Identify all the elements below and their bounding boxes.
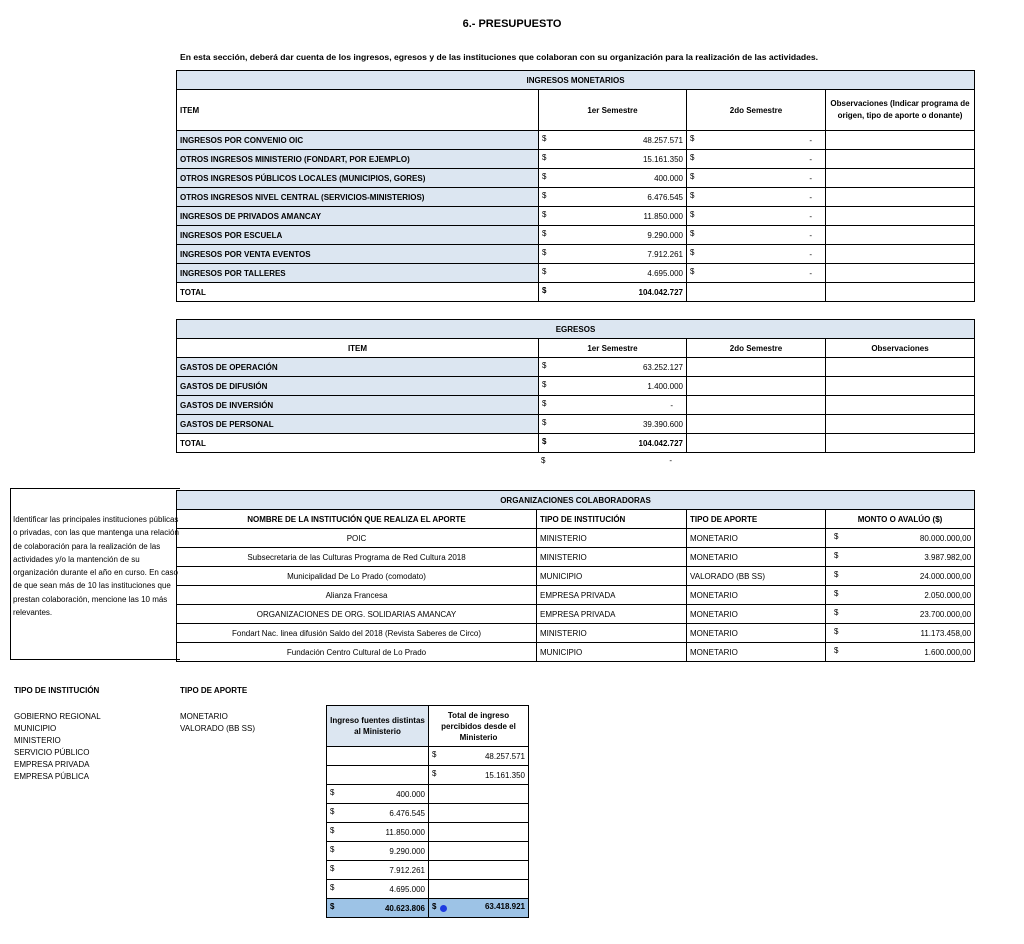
org-tipo-inst: EMPRESA PRIVADA [537, 586, 687, 605]
tipo-aporte-heading: TIPO DE APORTE [180, 686, 248, 695]
resumen-total-b: 63.418.921 [484, 902, 525, 911]
table-row [177, 624, 975, 643]
currency-symbol: $ [542, 229, 547, 238]
currency-symbol: $ [542, 418, 547, 427]
currency-symbol: $ [690, 267, 695, 276]
tipo-institucion-list [14, 711, 101, 783]
org-monto: 3.987.982,00 [924, 552, 972, 562]
org-monto: 2.050.000,00 [924, 590, 972, 600]
org-tipo-aporte: MONETARIO [687, 548, 826, 567]
currency-symbol: $ [690, 210, 695, 219]
table-row [177, 529, 975, 548]
table-row [327, 766, 529, 785]
item-label: GASTOS DE INVERSIÓN [177, 396, 539, 415]
table-row [177, 188, 975, 207]
ingresos-col-s1: 1er Semestre [539, 90, 687, 131]
resumen-a: 6.476.545 [389, 808, 425, 818]
egresos-heading: EGRESOS [177, 320, 975, 339]
s2-value: - [809, 173, 812, 183]
organizaciones-table [176, 490, 975, 662]
currency-symbol: $ [542, 286, 547, 295]
currency-symbol: $ [542, 248, 547, 257]
currency-symbol: $ [542, 210, 547, 219]
item-label: INGRESOS POR VENTA EVENTOS [177, 245, 539, 264]
page-title: 6.- PRESUPUESTO [462, 18, 562, 30]
currency-symbol: $ [432, 769, 437, 778]
org-name: Alianza Francesa [177, 586, 537, 605]
table-row [327, 823, 529, 842]
side-note: Identificar las principales instituciones públicas o privadas, con las que mantenga una relación de colaboración para la realización de las actividades y/o la mantención de su organización durante el año en curso. En caso de que sean más de 10 las instituciones que prestan colaboración, mencione las 10 más relevantes. [13, 515, 179, 618]
org-tipo-aporte: VALORADO (BB SS) [687, 567, 826, 586]
org-tipo-aporte: MONETARIO [687, 643, 826, 662]
table-row [327, 842, 529, 861]
s2-value: - [809, 154, 812, 164]
item-label: INGRESOS POR CONVENIO OIC [177, 131, 539, 150]
s2-value: - [809, 192, 812, 202]
currency-symbol: $ [834, 627, 839, 636]
resumen-b: 15.161.350 [484, 770, 525, 780]
list-item: MINISTERIO [14, 736, 61, 745]
list-item: GOBIERNO REGIONAL [14, 712, 101, 721]
egresos-extra-value: - [669, 456, 672, 465]
resumen-a: 400.000 [396, 789, 425, 799]
currency-symbol: $ [834, 608, 839, 617]
currency-symbol: $ [432, 902, 437, 911]
table-row [327, 880, 529, 899]
total-label: TOTAL [177, 434, 539, 453]
currency-symbol: $ [690, 134, 695, 143]
s1-value: 48.257.571 [642, 135, 683, 145]
s1-value: 11.850.000 [643, 211, 683, 221]
egresos-col-s1: 1er Semestre [539, 339, 687, 358]
org-name: POIC [177, 529, 537, 548]
table-row [177, 567, 975, 586]
currency-symbol: $ [690, 229, 695, 238]
item-label: INGRESOS DE PRIVADOS AMANCAY [177, 207, 539, 226]
org-tipo-aporte: MONETARIO [687, 586, 826, 605]
org-col-monto: MONTO O AVALÚO ($) [826, 510, 975, 529]
org-tipo-inst: EMPRESA PRIVADA [537, 605, 687, 624]
item-label: OTROS INGRESOS PÚBLICOS LOCALES (MUNICIPIOS, GORES) [177, 169, 539, 188]
currency-symbol: $ [542, 380, 547, 389]
org-monto: 1.600.000,00 [924, 647, 972, 657]
org-tipo-aporte: MONETARIO [687, 605, 826, 624]
ingresos-col-obs: Observaciones (Indicar programa de origen, tipo de aporte o donante) [826, 90, 975, 131]
table-row [177, 605, 975, 624]
s1-value: 7.912.261 [647, 249, 683, 259]
currency-symbol: $ [542, 399, 547, 408]
org-tipo-aporte: MONETARIO [687, 624, 826, 643]
org-monto: 11.173.458,00 [920, 628, 972, 638]
cursor-dot-icon [440, 905, 447, 912]
currency-symbol: $ [542, 361, 547, 370]
egresos-col-item: ITEM [177, 339, 539, 358]
org-name: Municipalidad De Lo Prado (comodato) [177, 567, 537, 586]
list-item: EMPRESA PRIVADA [14, 760, 90, 769]
currency-symbol: $ [330, 826, 335, 835]
resumen-col-b: Total de ingreso percibidos desde el Ministerio [429, 706, 529, 747]
org-name: Subsecretaria de las Culturas Programa de Red Cultura 2018 [177, 548, 537, 567]
tipo-aporte-list [180, 711, 255, 735]
org-monto: 80.000.000,00 [919, 533, 972, 543]
table-row [177, 377, 975, 396]
currency-symbol: $ [330, 807, 335, 816]
list-item: MUNICIPIO [14, 724, 57, 733]
org-monto: 23.700.000,00 [919, 609, 972, 619]
org-col-tipo-aporte: TIPO DE APORTE [687, 510, 826, 529]
org-name: ORGANIZACIONES DE ORG. SOLIDARIAS AMANCAY [177, 605, 537, 624]
ingresos-table [176, 70, 975, 302]
table-row [327, 861, 529, 880]
list-item: VALORADO (BB SS) [180, 724, 255, 733]
total-s1-value: 104.042.727 [638, 438, 683, 448]
ingresos-col-item: ITEM [177, 90, 539, 131]
resumen-table [326, 705, 529, 918]
item-label: GASTOS DE OPERACIÓN [177, 358, 539, 377]
currency-symbol: $ [542, 437, 547, 446]
org-col-tipo-inst: TIPO DE INSTITUCIÓN [537, 510, 687, 529]
table-row [327, 804, 529, 823]
org-tipo-inst: MINISTERIO [537, 624, 687, 643]
ingresos-col-s2: 2do Semestre [687, 90, 826, 131]
s1-value: 400.000 [654, 173, 683, 183]
item-label: GASTOS DE DIFUSIÓN [177, 377, 539, 396]
currency-symbol: $ [834, 589, 839, 598]
intro-text: En esta sección, deberá dar cuenta de los ingresos, egresos y de las instituciones que colaboran con su organización para la realización de las actividades. [180, 52, 819, 62]
org-name: Fundación Centro Cultural de Lo Prado [177, 643, 537, 662]
list-item: SERVICIO PÚBLICO [14, 748, 90, 757]
resumen-total-row [327, 899, 529, 918]
resumen-a: 4.695.000 [389, 884, 425, 894]
item-label: INGRESOS POR ESCUELA [177, 226, 539, 245]
ingresos-total-row [177, 283, 975, 302]
org-tipo-inst: MUNICIPIO [537, 567, 687, 586]
table-row [327, 747, 529, 766]
currency-symbol: $ [834, 646, 839, 655]
item-label: OTROS INGRESOS MINISTERIO (FONDART, POR EJEMPLO) [177, 150, 539, 169]
currency-symbol: $ [542, 172, 547, 181]
currency-symbol: $ [330, 883, 335, 892]
currency-symbol: $ [330, 864, 335, 873]
currency-symbol: $ [834, 551, 839, 560]
s1-value: 15.161.350 [642, 154, 683, 164]
total-s1-value: 104.042.727 [638, 287, 683, 297]
item-label: INGRESOS POR TALLERES [177, 264, 539, 283]
s1-value: 1.400.000 [647, 381, 683, 391]
currency-symbol: $ [834, 570, 839, 579]
s1-value: 6.476.545 [647, 192, 683, 202]
egresos-col-obs: Observaciones [826, 339, 975, 358]
currency-symbol: $ [690, 153, 695, 162]
org-monto: 24.000.000,00 [919, 571, 972, 581]
total-label: TOTAL [177, 283, 539, 302]
org-tipo-inst: MUNICIPIO [537, 643, 687, 662]
currency-symbol: $ [542, 134, 547, 143]
table-row [177, 169, 975, 188]
currency-symbol: $ [834, 532, 839, 541]
org-tipo-aporte: MONETARIO [687, 529, 826, 548]
table-row [177, 131, 975, 150]
currency-symbol: $ [541, 456, 546, 465]
table-row [177, 207, 975, 226]
table-row [177, 415, 975, 434]
s1-value: - [670, 400, 673, 410]
org-col-name: NOMBRE DE LA INSTITUCIÓN QUE REALIZA EL APORTE [177, 510, 537, 529]
s1-value: 4.695.000 [647, 268, 683, 278]
resumen-a: 9.290.000 [389, 846, 425, 856]
table-row [177, 358, 975, 377]
currency-symbol: $ [690, 191, 695, 200]
currency-symbol: $ [330, 788, 335, 797]
currency-symbol: $ [690, 172, 695, 181]
ingresos-rows [177, 131, 975, 283]
s2-value: - [809, 135, 812, 145]
org-tipo-inst: MINISTERIO [537, 548, 687, 567]
table-row [177, 586, 975, 605]
table-row [177, 396, 975, 415]
egresos-col-s2: 2do Semestre [687, 339, 826, 358]
table-row [177, 264, 975, 283]
resumen-a: 11.850.000 [385, 827, 425, 837]
list-item: EMPRESA PÚBLICA [14, 772, 90, 781]
item-label: GASTOS DE PERSONAL [177, 415, 539, 434]
currency-symbol: $ [690, 248, 695, 257]
s2-value: - [809, 249, 812, 259]
resumen-total-a: 40.623.806 [384, 903, 425, 913]
currency-symbol: $ [542, 267, 547, 276]
table-row [177, 150, 975, 169]
resumen-a: 7.912.261 [389, 865, 425, 875]
table-row [177, 226, 975, 245]
table-row [177, 643, 975, 662]
tipo-institucion-heading: TIPO DE INSTITUCIÓN [14, 686, 100, 695]
currency-symbol: $ [330, 902, 335, 911]
s2-value: - [809, 268, 812, 278]
resumen-col-a: Ingreso fuentes distintas al Ministerio [327, 706, 429, 747]
org-tipo-inst: MINISTERIO [537, 529, 687, 548]
currency-symbol: $ [330, 845, 335, 854]
s2-value: - [809, 230, 812, 240]
table-row [177, 245, 975, 264]
currency-symbol: $ [542, 153, 547, 162]
currency-symbol: $ [432, 750, 437, 759]
resumen-b: 48.257.571 [484, 751, 525, 761]
organizaciones-heading: ORGANIZACIONES COLABORADORAS [177, 491, 975, 510]
egresos-table [176, 319, 975, 453]
table-row [327, 785, 529, 804]
list-item: MONETARIO [180, 712, 228, 721]
s1-value: 63.252.127 [642, 362, 683, 372]
item-label: OTROS INGRESOS NIVEL CENTRAL (SERVICIOS-MINISTERIOS) [177, 188, 539, 207]
table-row [177, 548, 975, 567]
egresos-total-row [177, 434, 975, 453]
s1-value: 39.390.600 [642, 419, 683, 429]
s1-value: 9.290.000 [647, 230, 683, 240]
org-name: Fondart Nac. linea difusión Saldo del 2018 (Revista Saberes de Circo) [177, 624, 537, 643]
currency-symbol: $ [542, 191, 547, 200]
s2-value: - [809, 211, 812, 221]
ingresos-heading: INGRESOS MONETARIOS [177, 71, 975, 90]
